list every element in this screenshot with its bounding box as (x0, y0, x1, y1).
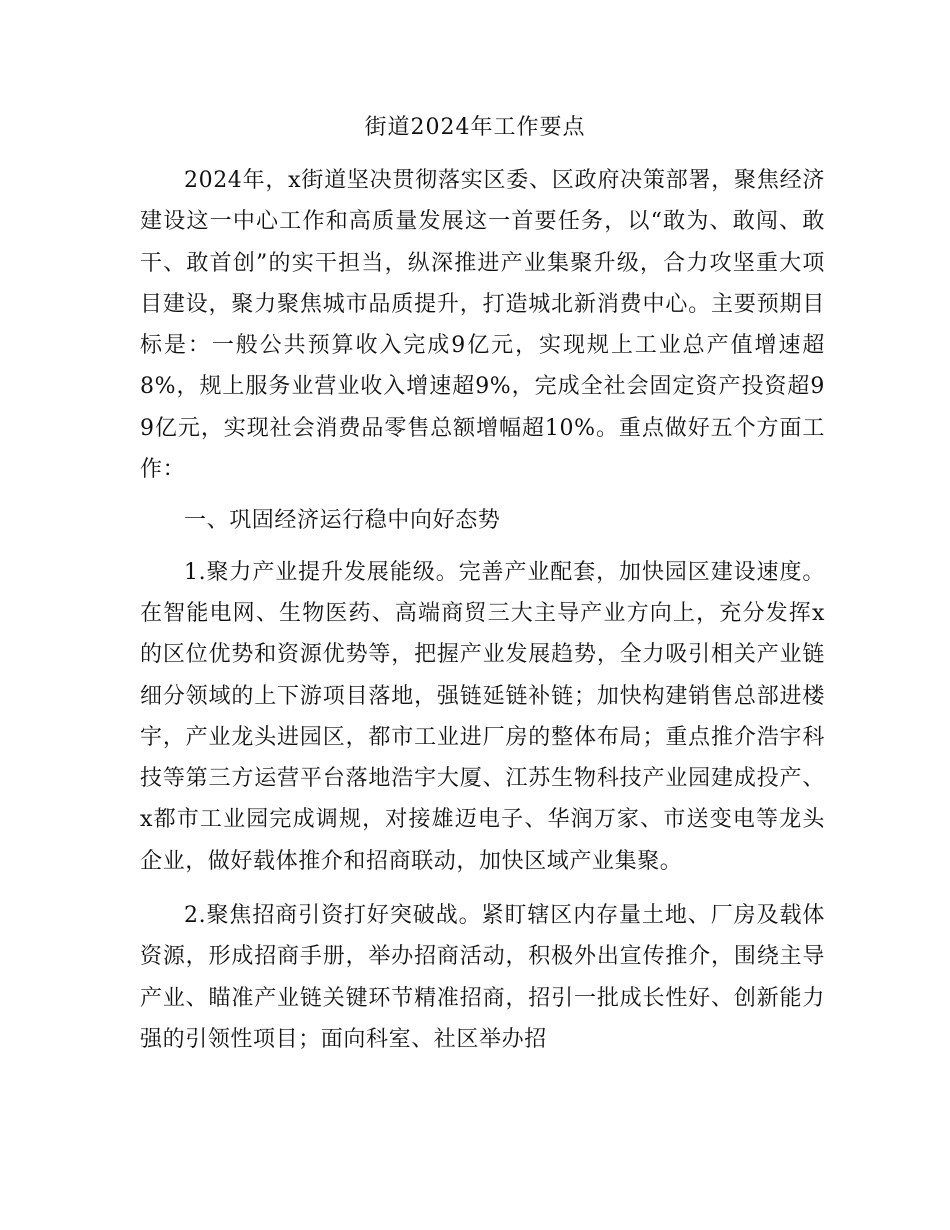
document-title: 街道2024年工作要点 (364, 115, 586, 140)
spacer (140, 542, 825, 552)
document-body (140, 160, 825, 1060)
spacer (140, 490, 825, 500)
item-paragraph-1: 1.聚力产业提升发展能级。完善产业配套，加快园区建设速度。在智能电网、生物医药、高端商贸三大主导产业方向上，充分发挥x的区位优势和资源优势等，把握产业发展趋势，全力吸引相关产业链细分领域的上下游项目落地，强链延链补链；加快构建销售总部进楼宇，产业龙头进园区，都市工业进厂房的整体布局；重点推介浩宇科技等第三方运营平台落地浩宇大厦、江苏生物科技产业园建成投产、x都市工业园完成调规，对接雄迈电子、华润万家、市送变电等龙头企业，做好载体推介和招商联动，加快区域产业集聚。 (140, 559, 825, 874)
item-paragraph-2: 2.聚焦招商引资打好突破战。紧盯辖区内存量土地、厂房及载体资源，形成招商手册，举办招商活动，积极外出宣传推介，围绕主导产业、瞄准产业链关键环节精准招商，招引一批成长性好、创新能力强的引领性项目；面向科室、社区举办招 (140, 903, 825, 1052)
intro-paragraph: 2024年，x街道坚决贯彻落实区委、区政府决策部署，聚焦经济建设这一中心工作和高质量发展这一首要任务，以“敢为、敢闯、敢干、敢首创”的实干担当，纵深推进产业集聚升级，合力攻坚重大项目建设，聚力聚焦城市品质提升，打造城北新消费中心。主要预期目标是：一般公共预算收入完成9亿元，实现规上工业总产值增速超8%，规上服务业营业收入增速超9%，完成全社会固定资产投资超99亿元，实现社会消费品零售总额增幅超10%。重点做好五个方面工作： (140, 168, 825, 483)
spacer (140, 882, 825, 895)
section-heading: 一、巩固经济运行稳中向好态势 (184, 508, 501, 534)
